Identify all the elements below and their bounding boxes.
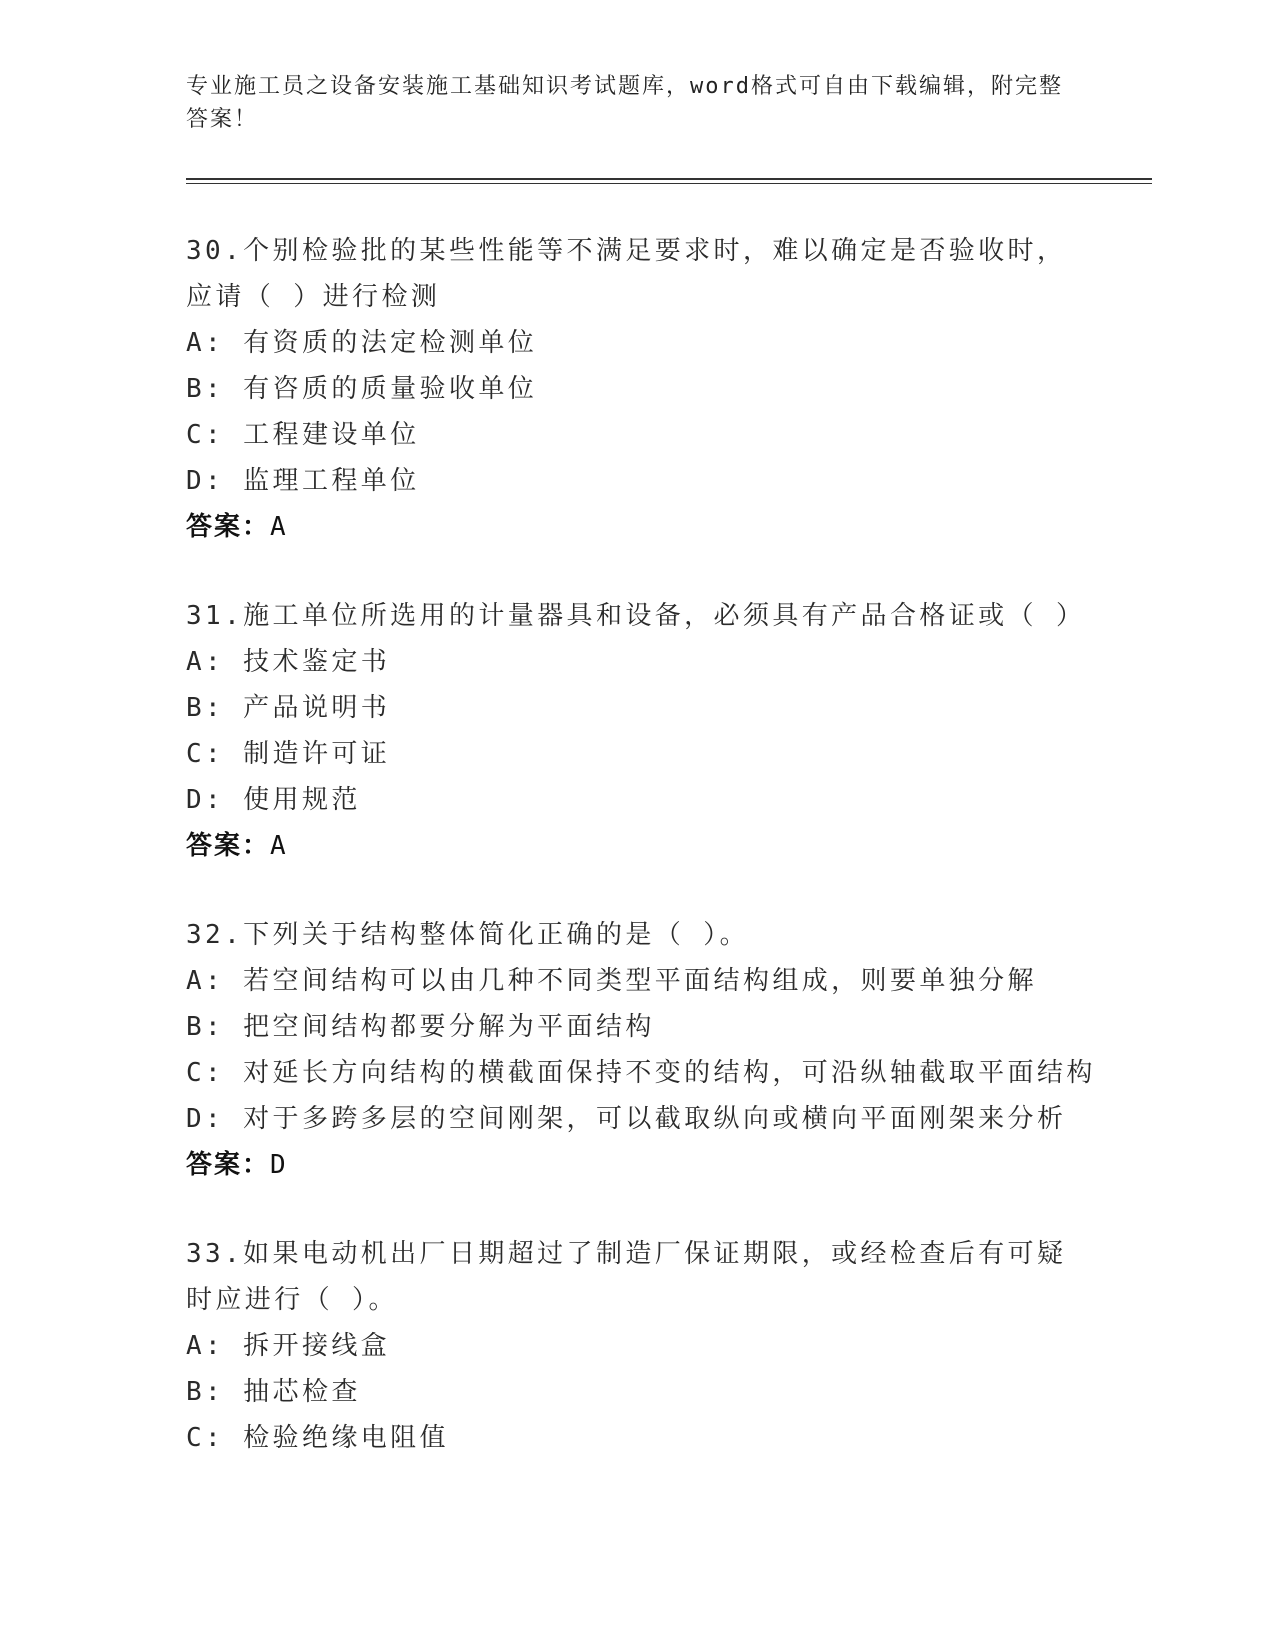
question-stem: 31.施工单位所选用的计量器具和设备，必须具有产品合格证或（ ） <box>186 601 1086 631</box>
option-b: B: 有咨质的质量验收单位 <box>186 374 538 404</box>
question-stem: 33.如果电动机出厂日期超过了制造厂保证期限，或经检查后有可疑时应进行（ ）。 <box>186 1239 1067 1315</box>
option-a: A: 有资质的法定检测单位 <box>186 328 538 358</box>
option-c: C: 工程建设单位 <box>186 420 420 450</box>
option-a: A: 技术鉴定书 <box>186 647 391 677</box>
question-stem: 30.个别检验批的某些性能等不满足要求时，难以确定是否验收时，应请（ ）进行检测 <box>186 236 1067 312</box>
option-a: A: 拆开接线盒 <box>186 1331 391 1361</box>
document-header: 专业施工员之设备安装施工基础知识考试题库，word格式可自由下载编辑，附完整答案！ <box>186 74 1063 132</box>
question-33 <box>186 1231 1086 1461</box>
answer-value: A <box>270 512 288 542</box>
question-stem: 32.下列关于结构整体简化正确的是（ ）。 <box>186 920 750 950</box>
answer-line <box>186 504 1086 550</box>
option-b: B: 抽芯检查 <box>186 1377 361 1407</box>
answer-value: A <box>270 831 288 861</box>
answer-label: 答案： <box>186 512 271 542</box>
question-31 <box>186 593 1086 869</box>
option-c: C: 对延长方向结构的横截面保持不变的结构，可沿纵轴截取平面结构 <box>186 1058 1096 1088</box>
header-divider-bottom <box>186 183 1152 184</box>
answer-line <box>186 1142 1086 1188</box>
answer-label: 答案： <box>186 831 271 861</box>
header-divider-top <box>186 178 1152 180</box>
option-a: A: 若空间结构可以由几种不同类型平面结构组成，则要单独分解 <box>186 966 1037 996</box>
question-30 <box>186 228 1086 550</box>
question-32 <box>186 912 1096 1188</box>
question-list <box>186 228 1096 1504</box>
option-d: D: 使用规范 <box>186 785 361 815</box>
option-c: C: 制造许可证 <box>186 739 391 769</box>
option-b: B: 产品说明书 <box>186 693 391 723</box>
answer-value: D <box>270 1150 288 1180</box>
answer-label: 答案： <box>186 1150 271 1180</box>
option-c: C: 检验绝缘电阻值 <box>186 1423 449 1453</box>
option-b: B: 把空间结构都要分解为平面结构 <box>186 1012 655 1042</box>
option-d: D: 监理工程单位 <box>186 466 420 496</box>
option-d: D: 对于多跨多层的空间刚架，可以截取纵向或横向平面刚架来分析 <box>186 1104 1067 1134</box>
answer-line <box>186 823 1086 869</box>
